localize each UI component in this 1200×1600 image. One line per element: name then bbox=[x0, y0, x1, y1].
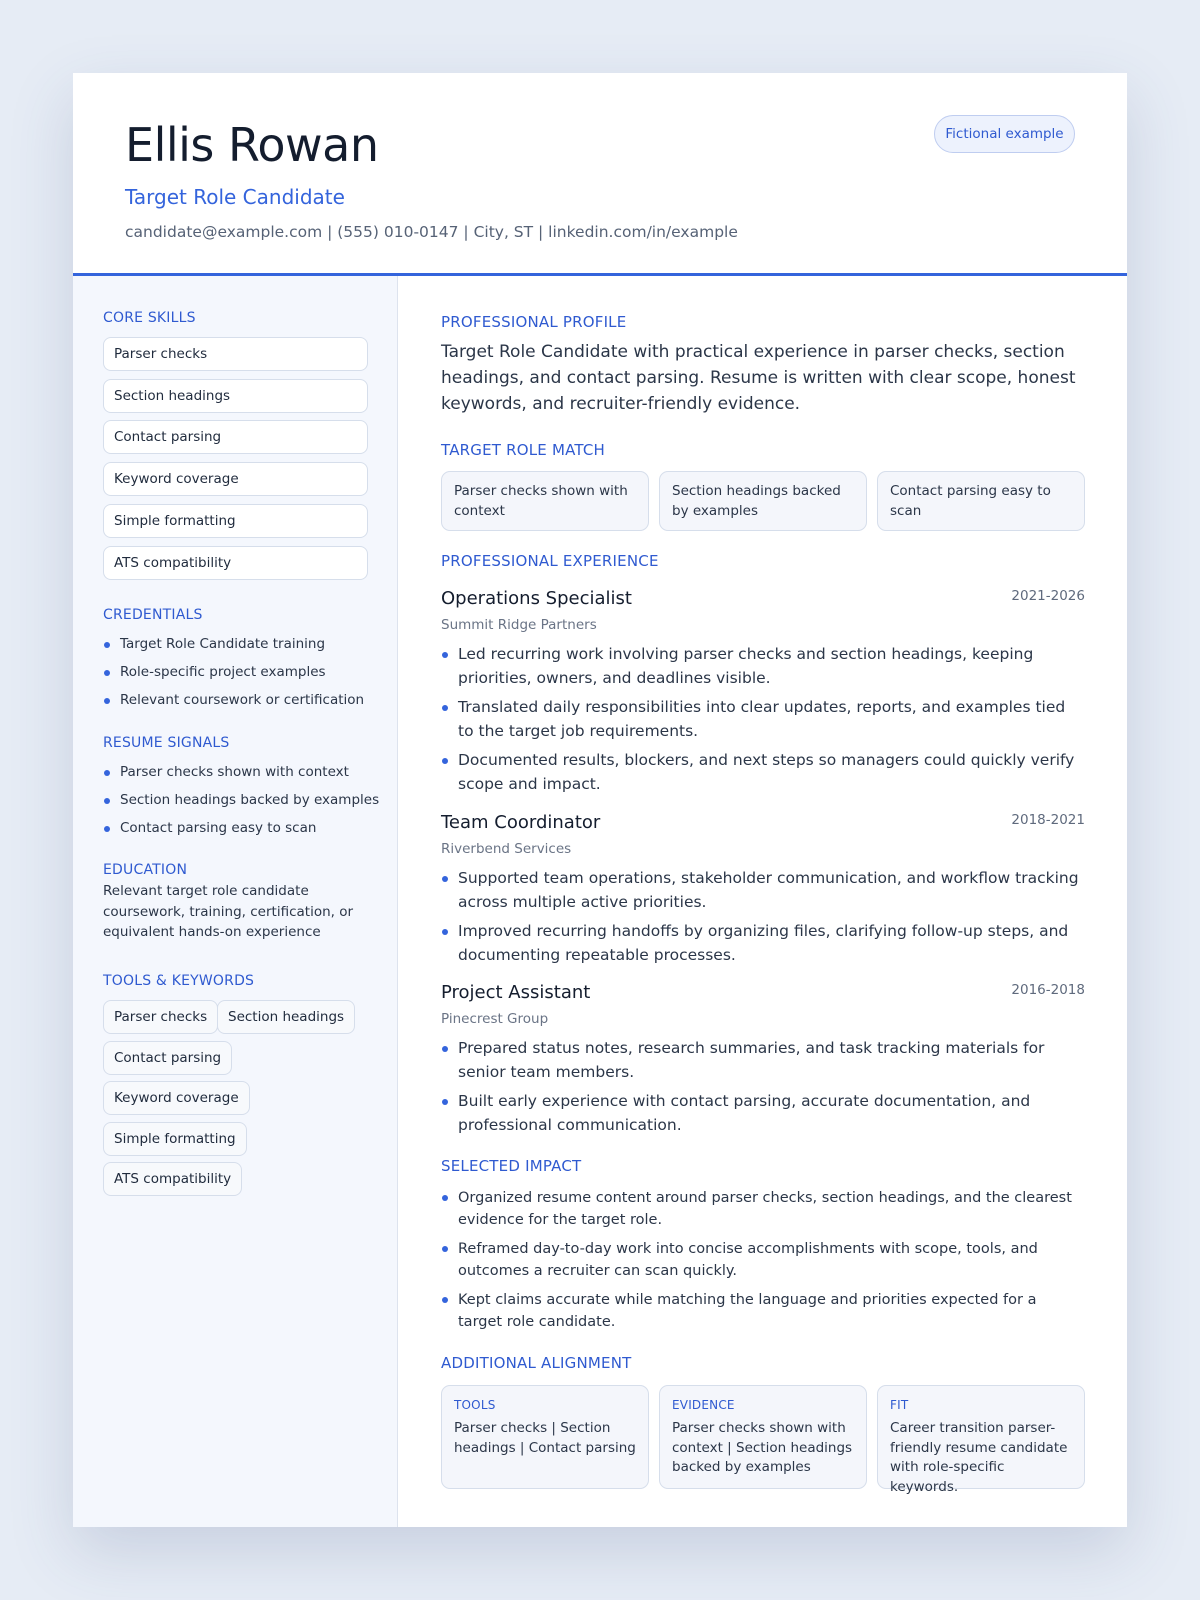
role-match-heading: TARGET ROLE MATCH bbox=[441, 441, 606, 459]
keyword-chip: Section headings bbox=[217, 1000, 355, 1034]
alignment-card-label: EVIDENCE bbox=[672, 1398, 735, 1412]
job-title: Operations Specialist bbox=[441, 588, 632, 609]
alignment-card-evidence bbox=[659, 1385, 867, 1489]
contact-line: candidate@example.com | (555) 010-0147 | City, ST | linkedin.com/in/example bbox=[125, 223, 738, 241]
education-text: Relevant target role candidate coursework, training, certification, or equivalent hands-on experience bbox=[103, 883, 354, 940]
job-bullets bbox=[441, 1037, 1081, 1137]
role-match-card: Parser checks shown with context bbox=[441, 471, 649, 531]
job-dates: 2016-2018 bbox=[1011, 982, 1085, 998]
keyword-chip: ATS compatibility bbox=[103, 1162, 242, 1196]
job-bullet: Documented results, blockers, and next steps so managers could quickly verify scope and impact. bbox=[441, 749, 1081, 796]
experience-heading: PROFESSIONAL EXPERIENCE bbox=[441, 552, 659, 570]
impact-item: Organized resume content around parser checks, section headings, and the clearest evidence for the target role. bbox=[441, 1187, 1081, 1231]
job-company: Pinecrest Group bbox=[441, 1011, 549, 1027]
job-title: Project Assistant bbox=[441, 982, 591, 1003]
job-dates: 2018-2021 bbox=[1011, 812, 1085, 828]
credentials-list bbox=[103, 635, 373, 719]
sidebar bbox=[73, 276, 398, 1527]
education-heading: EDUCATION bbox=[103, 862, 188, 878]
alignment-card-text: Parser checks shown with context | Section headings backed by examples bbox=[672, 1420, 853, 1475]
core-skill-item: ATS compatibility bbox=[103, 546, 368, 580]
signal-item: Parser checks shown with context bbox=[103, 763, 373, 791]
keyword-chip: Contact parsing bbox=[103, 1041, 232, 1075]
credential-item: Relevant coursework or certification bbox=[103, 691, 373, 719]
tools-keywords-heading: TOOLS & KEYWORDS bbox=[103, 973, 255, 989]
job-company: Riverbend Services bbox=[441, 841, 572, 857]
role-match-card: Section headings backed by examples bbox=[659, 471, 867, 531]
keyword-chip: Parser checks bbox=[103, 1000, 218, 1034]
impact-list bbox=[441, 1187, 1081, 1333]
keyword-chip: Simple formatting bbox=[103, 1122, 247, 1156]
job-bullet: Prepared status notes, research summaries, and task tracking materials for senior team members. bbox=[441, 1037, 1081, 1084]
alignment-card-label: TOOLS bbox=[454, 1398, 496, 1412]
job-bullet: Translated daily responsibilities into clear updates, reports, and examples tied to the target job requirements. bbox=[441, 696, 1081, 743]
signal-item: Section headings backed by examples bbox=[103, 791, 373, 819]
credentials-heading: CREDENTIALS bbox=[103, 607, 203, 623]
core-skills-heading: CORE SKILLS bbox=[103, 310, 196, 326]
job-bullet: Led recurring work involving parser checks and section headings, keeping priorities, owners, and deadlines visible. bbox=[441, 643, 1081, 690]
core-skill-item: Contact parsing bbox=[103, 420, 368, 454]
core-skill-item: Simple formatting bbox=[103, 504, 368, 538]
job-bullet: Supported team operations, stakeholder communication, and workflow tracking across multiple active priorities. bbox=[441, 867, 1081, 914]
resume-signals-list bbox=[103, 763, 380, 847]
signal-item: Contact parsing easy to scan bbox=[103, 819, 373, 847]
fictional-example-badge: Fictional example bbox=[934, 115, 1075, 153]
resume-page bbox=[73, 73, 1127, 1527]
profile-text: Target Role Candidate with practical experience in parser checks, section headings, and contact parsing. Resume is written with clear scope, honest keywords, and recruiter-friendly evidence. bbox=[441, 342, 1076, 414]
candidate-role: Target Role Candidate bbox=[125, 185, 345, 209]
job-dates: 2021-2026 bbox=[1011, 588, 1085, 604]
impact-item: Kept claims accurate while matching the language and priorities expected for a target role candidate. bbox=[441, 1289, 1081, 1333]
keyword-chip: Keyword coverage bbox=[103, 1081, 250, 1115]
impact-item: Reframed day-to-day work into concise accomplishments with scope, tools, and outcomes a recruiter can scan quickly. bbox=[441, 1238, 1081, 1282]
profile-heading: PROFESSIONAL PROFILE bbox=[441, 313, 627, 331]
core-skill-item: Keyword coverage bbox=[103, 462, 368, 496]
resume-signals-heading: RESUME SIGNALS bbox=[103, 735, 230, 751]
alignment-card-text: Parser checks | Section headings | Contact parsing bbox=[454, 1420, 636, 1456]
job-company: Summit Ridge Partners bbox=[441, 617, 597, 633]
core-skill-item: Section headings bbox=[103, 379, 368, 413]
job-bullets bbox=[441, 643, 1081, 796]
credential-item: Target Role Candidate training bbox=[103, 635, 373, 663]
alignment-card-text: Career transition parser-friendly resume candidate with role-specific keywords. bbox=[890, 1420, 1068, 1495]
job-bullet: Built early experience with contact parsing, accurate documentation, and professional communication. bbox=[441, 1090, 1081, 1137]
job-bullet: Improved recurring handoffs by organizing files, clarifying follow-up steps, and documenting repeatable processes. bbox=[441, 920, 1081, 967]
alignment-card-tools bbox=[441, 1385, 649, 1489]
alignment-card-fit bbox=[877, 1385, 1085, 1495]
credential-item: Role-specific project examples bbox=[103, 663, 373, 691]
resume-header bbox=[73, 73, 1127, 276]
role-match-card: Contact parsing easy to scan bbox=[877, 471, 1085, 531]
alignment-heading: ADDITIONAL ALIGNMENT bbox=[441, 1354, 632, 1372]
job-bullets bbox=[441, 867, 1081, 967]
alignment-card-label: FIT bbox=[890, 1398, 909, 1412]
core-skill-item: Parser checks bbox=[103, 337, 368, 371]
job-title: Team Coordinator bbox=[441, 812, 601, 833]
candidate-name: Ellis Rowan bbox=[125, 118, 379, 172]
impact-heading: SELECTED IMPACT bbox=[441, 1157, 582, 1175]
